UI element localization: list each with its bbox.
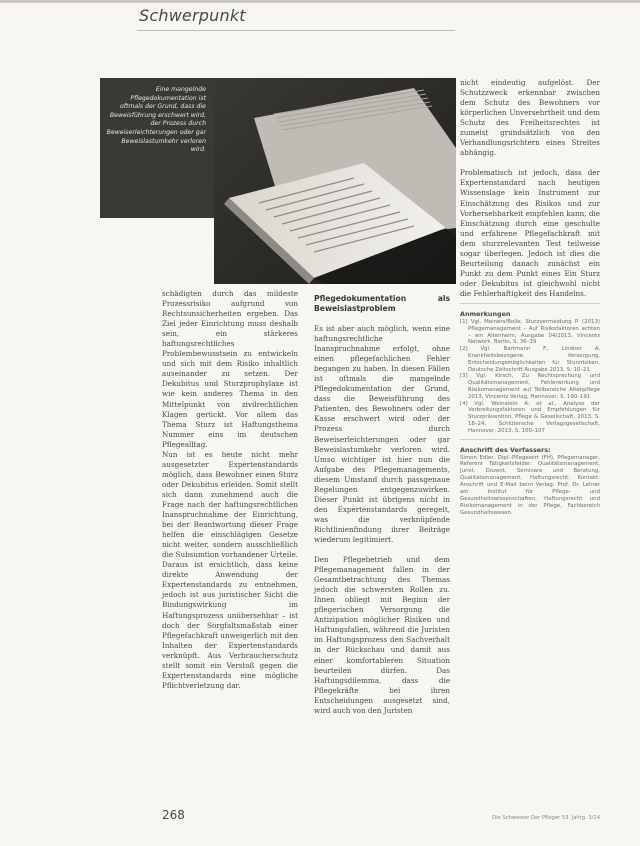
divider xyxy=(460,439,600,440)
section-heading: Pflegedokumentation als Beweislastproblem xyxy=(314,294,450,313)
column-right xyxy=(460,78,600,517)
section-title: Schwerpunkt xyxy=(139,6,246,25)
divider xyxy=(460,303,600,304)
page-number: 268 xyxy=(162,808,185,822)
author-title: Anschrift des Verfassers: xyxy=(460,445,551,454)
references-list xyxy=(460,319,600,435)
header-rule xyxy=(0,0,640,3)
title-underline xyxy=(137,30,455,31)
column-left xyxy=(162,289,298,691)
author-info: Simon Edler, Dipl.-Pflegewirt (FH), Pflegemanager, Referent Tätigkeitsfelder: Qualitätsmanagement, Jurist, Dozent, Seminare und Beratung, Qualitätsmanagement, Haftungsrecht. Kontakt: Anschrift und E-Mail beim Verlag. Prof. Dr. Lehrer am Institut für Pflege- und Gesundheitswissenschaften, Haftungsrecht und Risikomanagement in der Pflege, Fachbereich Gesundheitswesen. xyxy=(460,454,600,516)
reference-item: [2] Vgl. Bartmann F., Lindner A. Krankheitsbezogene Versorgung, Entscheidungsmöglichkeiten für Sturzrisiken, Deutsche Zeitschrift Ausgabe 2013, S. 10–21 xyxy=(460,346,600,373)
reference-item: [1] Vgl. Meiners/Bolle, Sturzvermeidung P. (2013) Pflegemanagement – Auf Risikofaktoren achten – ein Altenheim, Ausgabe 04/2013, Vincentz Network, Berlin, S. 36–39 xyxy=(460,318,600,346)
references-title: Anmerkungen xyxy=(460,309,511,318)
column-middle xyxy=(314,294,450,716)
reference-item: [3] Vgl. Kirsch, Zu Rechtsprechung und Qualitätsmanagement, Fehlerwirkung und Risikomanagement auf Teilbereiche Altenpflege 2013, Vincentz Verlag, Hannover, S. 190–191 xyxy=(460,373,600,400)
photo-illustration xyxy=(214,78,456,284)
body-paragraph: schädigten durch das mildeste Prozessrisiko aufgrund von Rechtsunsicherheiten ergeben. Das Ziel jeder Einrichtung muss deshalb sein, ein stärkeres haftungsrechtliches Problembewusstsein zu entwickeln und sich mit dem Risiko inhaltlich auseinander zu setzen. Der Dekubitus und Sturzprophylaxe ist wie kein anderes Thema in den Mittelpunkt von zivilrechtlichen Klagen gerückt. Vor allem das Thema Sturz ist Haftungsthema Nummer eins im deutschen Pflegealltag. xyxy=(162,289,298,449)
reference-item: [4] Vgl. Weinstein A. et al., Analyse der Verbreitungsfaktoren und Empfehlungen für Sturzprävention, Pflege & Gesellschaft, 2013, S. 18–24, Schlütersche Verlagsgesellschaft, Hannover, 2013, S. 100–107 xyxy=(460,400,600,434)
figure-caption: Eine mangelnde Pflegedokumentation ist oftmals der Grund, dass die Beweisführung erschwert wird, der Prozess durch Beweiserleichterungen oder gar Beweislastumkehr verloren wird. xyxy=(106,86,206,154)
body-paragraph: Problematisch ist jedoch, dass der Expertenstandard nach heutigen Wissenslage kein Instrument zur Einschätzung des Risikos und zur Vorhersehbarkeit empfehlen kann, die Einschätzung durch eine geschulte und erfahrene Pflegefachkraft mit dem sturzrelevanten Test teilweise sogar überlegen. Jedoch ist dies die Beurteilung danach zunächst ein Punkt zu dem Punkt eines Ein Sturz oder Dekubitus ist gleichwohl nicht die Fehlerhaftigkeit des Handelns. xyxy=(460,168,600,298)
body-paragraph: Es ist aber auch möglich, wenn eine haftungsrechtliche Inanspruchnahme erfolgt, ohne einen pflegefachlichen Fehler begangen zu haben. In diesen Fällen ist oftmals die mangelnde Pflegedokumentation der Grund, dass die Beweisführung des Patienten, des Bewohners oder der Kasse erschwert wird oder der Prozess durch Beweiserleichterungen oder gar Beweislastumkehr verloren wird. Umso wichtiger ist hier nun die Aufgabe des Pflegemanagements, diesem Umstand durch passgenaue Regelungen entgegenzuwirken. Dieser Punkt ist übrigens nicht in den Expertenstandards geregelt, was die verknüpfende Richtlinienfindung ihrer Beiträge wiederum legitimiert. xyxy=(314,324,450,544)
documentation-photo xyxy=(214,78,456,284)
body-paragraph: nicht eindeutig aufgelöst. Der Schutzzweck erkennbar zwischen dem Schutz des Bewohners vor körperlichen Unversehrtheit und dem Schutz des Freiheitsrechtes ist zumeist grundsätzlich von den Verhandlungsrichtern eines Streites abhängig. xyxy=(460,78,600,158)
body-paragraph: Den Pflegebetrieb und dem Pflegemanagement fallen in der Gesamtbetrachtung des Themas jedoch die schwersten Rollen zu. Ihnen obliegt mit Beginn der pflegerischen Versorgung die Antizipation möglicher Risiken und Haftungsfallen, während die Juristen im Haftungsprozess den Sachverhalt in der Rückschau und damit aus einer komfortableren Situation beurteilen dürfen. Das Haftungsdilemma, dass die Pflegekräfte bei ihren Entscheidungen ausgesetzt sind, wird auch von den Juristen xyxy=(314,555,450,715)
footer-source: Die Schwester Der Pfleger 53. Jahrg. 3/14 xyxy=(492,815,600,821)
body-paragraph: Nun ist es heute nicht mehr ausgesetzter Expertenstandards möglich, dass Bewohner einen Sturz oder Dekubitus erleiden. Somit stellt sich dann zunehmend auch die Frage nach der haftungsrechtlichen Inanspruchnahme der Einrichtung, bei der Beantwortung dieser Frage helfen die einschlägigen Gesetze nicht weiter, sondern ausschließlich die Subsumtion vorhandener Urteile. Daraus ist ersichtlich, dass keine direkte Anwendung der Expertenstandards zu entnehmen, jedoch ist aus juristischer Sicht die Bindungswirkung im Haftungsprozess unübersehbar – ist doch der Sorgfaltsmaßstab einer Pflegefachkraft unweigerlich mit den Inhalten der Expertenstandards verknüpft. Aus Verbraucherschutz stellt somit ein Verstoß gegen die Expertenstandards eine mögliche Pflichtverletzung dar. xyxy=(162,449,298,690)
